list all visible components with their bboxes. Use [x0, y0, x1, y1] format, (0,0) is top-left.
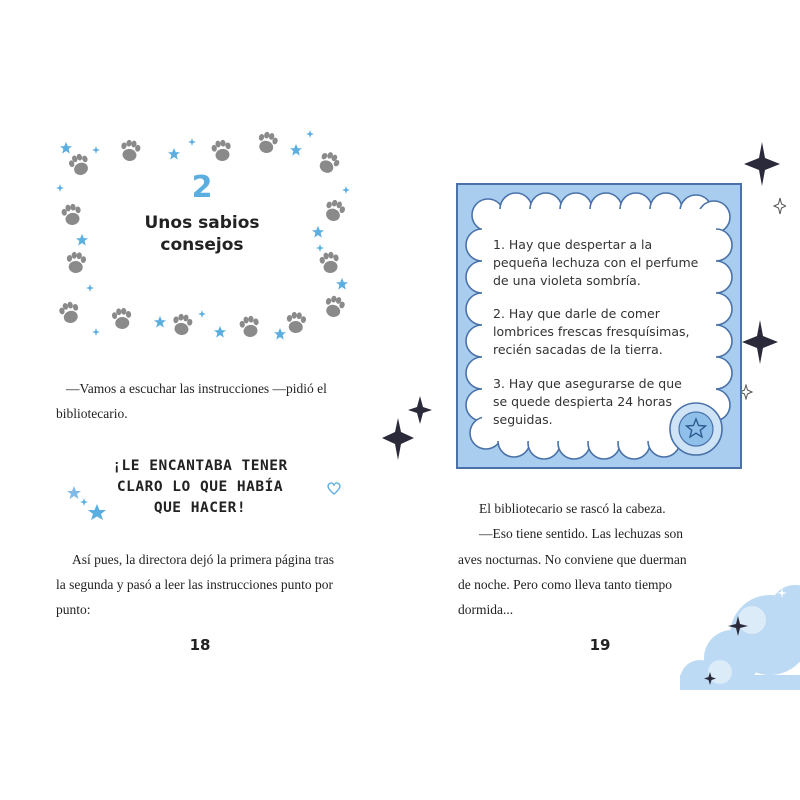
star-icon — [214, 326, 226, 338]
note-line: pequeña lechuza con el perfume — [493, 255, 699, 270]
paragraph-line: punto: — [56, 602, 91, 617]
callout-line: CLARO LO QUE HABÍA — [116, 479, 284, 495]
star-icon — [60, 142, 72, 154]
stars-decoration — [62, 480, 112, 525]
paragraph-line: aves nocturnas. No conviene que duerman — [458, 552, 687, 567]
star-icon — [290, 144, 302, 156]
paw-icon — [238, 315, 261, 339]
sparkle-icon — [316, 244, 324, 252]
paragraph-line: dormida... — [458, 602, 514, 617]
paw-icon — [60, 203, 83, 227]
chapter-title-line: consejos — [160, 235, 244, 255]
sparkle-icon — [86, 284, 94, 292]
star-icon — [336, 278, 348, 290]
paw-icon — [58, 300, 82, 325]
sparkle-icon — [92, 328, 100, 336]
paw-icon — [255, 130, 279, 155]
page-number: 18 — [189, 636, 211, 654]
star-icon — [168, 148, 180, 160]
paragraph-line: bibliotecario. — [56, 406, 128, 421]
cloud-decoration — [660, 580, 800, 690]
wax-seal — [670, 403, 722, 455]
star-icon — [88, 504, 106, 520]
note-line: 1. Hay que despertar a la — [493, 237, 653, 252]
paragraph-line: El bibliotecario se rascó la cabeza. — [479, 501, 666, 516]
note-line: 2. Hay que darle de comer — [493, 306, 660, 321]
paw-icon — [171, 313, 194, 337]
chapter-title — [102, 212, 302, 256]
sparkle-icon — [80, 498, 88, 506]
paw-icon — [66, 251, 87, 273]
paragraph-line: —Eso tiene sentido. Las lechuzas son — [479, 526, 683, 541]
paw-icon — [286, 311, 307, 333]
sparkle-icon — [188, 138, 196, 146]
paw-icon — [322, 294, 346, 319]
note-line: recién sacadas de la tierra. — [493, 342, 663, 357]
note-line: de una violeta sombría. — [493, 273, 641, 288]
paw-icon — [111, 307, 132, 329]
paragraph-line: la segunda y pasó a leer las instrucciones punto por — [56, 577, 334, 592]
note-line: lombrices frescas fresquísimas, — [493, 324, 690, 339]
sparkle-icon — [382, 418, 414, 460]
chapter-title-line: Unos sabios — [144, 213, 260, 233]
sparkle-icon — [92, 146, 100, 154]
star-icon — [154, 316, 166, 328]
sparkle-icon — [720, 622, 728, 630]
note-line: 3. Hay que asegurarse de que — [493, 376, 682, 391]
sparkle-icon — [198, 310, 206, 318]
paw-icon — [318, 251, 341, 275]
sparkle-icon — [774, 198, 786, 214]
star-icon — [312, 226, 324, 238]
paw-icon — [210, 139, 233, 163]
sparkles-decoration — [378, 394, 434, 462]
paragraph-line: Así pues, la directora dejó la primera página tras — [72, 552, 335, 567]
chapter-number: 2 — [191, 170, 213, 205]
paw-icon — [119, 139, 142, 163]
sparkles-decoration — [742, 140, 786, 220]
sparkle-icon — [306, 130, 314, 138]
sparkle-icon — [744, 142, 780, 186]
sparkle-icon — [408, 396, 432, 424]
paragraph-line: de noche. Pero como lleva tanto tiempo — [458, 577, 673, 592]
star-icon — [67, 486, 81, 499]
note-line: se quede despierta 24 horas — [493, 394, 672, 409]
heart-icon — [326, 480, 342, 496]
note-line: seguidas. — [493, 412, 553, 427]
sparkle-icon — [742, 318, 782, 368]
star-icon — [274, 328, 286, 340]
callout-line: ¡LE ENCANTABA TENER — [112, 458, 288, 474]
paragraph-line: —Vamos a escuchar las instrucciones —pidió el — [66, 381, 327, 396]
callout-line: QUE HACER! — [153, 500, 247, 516]
page-number: 19 — [589, 636, 611, 654]
star-icon — [76, 234, 88, 246]
